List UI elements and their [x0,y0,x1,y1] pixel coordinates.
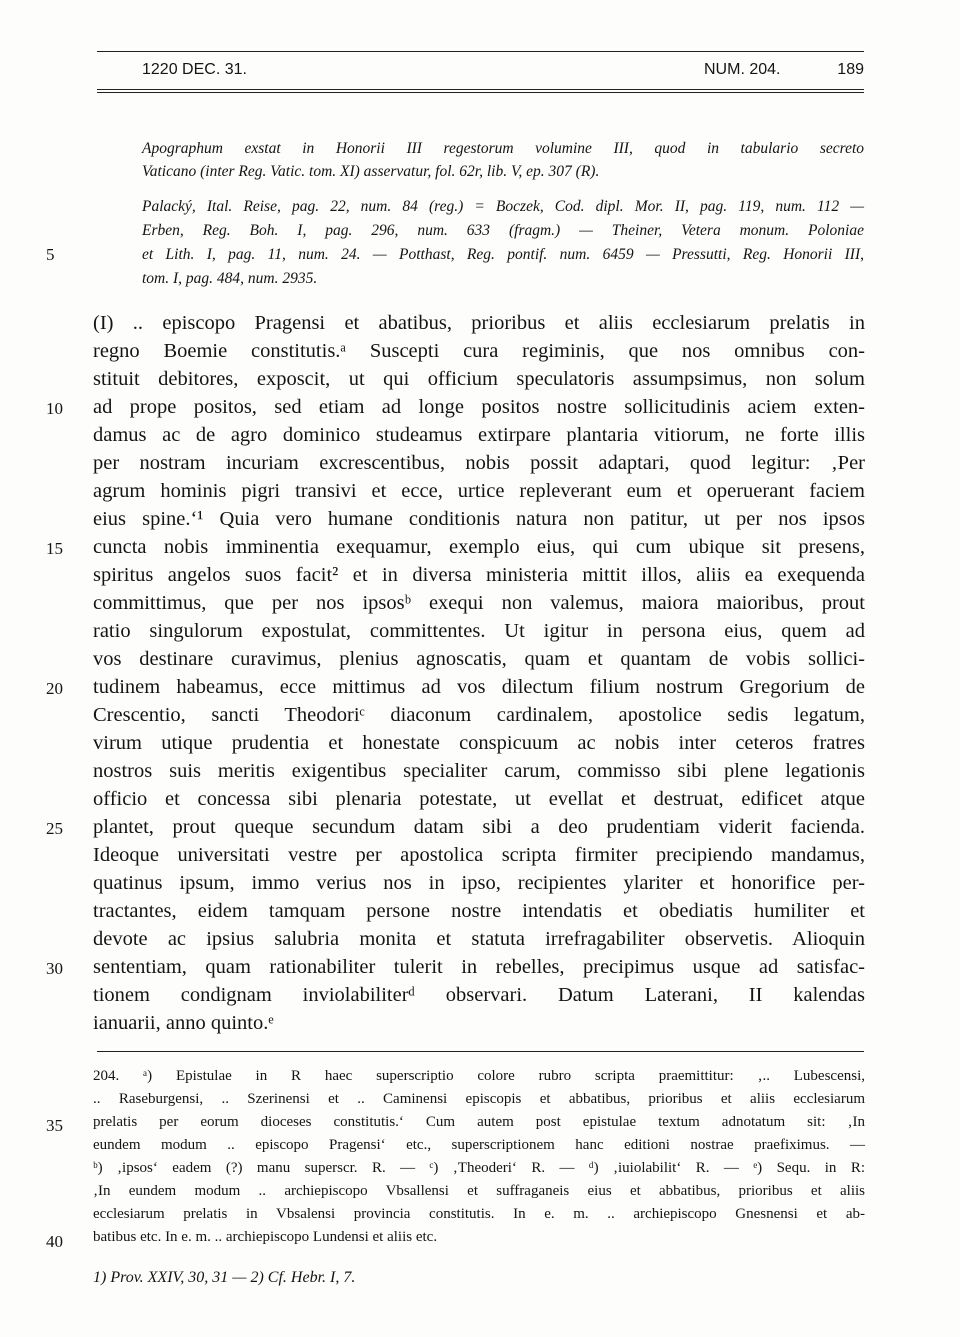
body-line: tractantes, eidem tamquam persone nostre intendatis et obediatis humiliter et [93,900,865,922]
line-number-30: 30 [46,959,63,978]
body-line: Crescentio, sancti Theodoriᶜ diaconum cardinalem, apostolice sedis legatum, [93,704,865,726]
body-line: nostros suis meritis exigentibus specialiter carum, commisso sibi plene legationis [93,760,865,782]
body-line: per nostram incuriam excrescentibus, nobis possit adaptari, quod legitur: ‚Per [93,452,865,474]
header-number: NUM. 204. [704,61,781,78]
body-line: ianuarii, anno quinto.ᵉ [93,1012,274,1034]
line-number-25: 25 [46,819,63,838]
note-line: ecclesiarum prelatis in Vbsalensi provincia constitutis. In e. m. .. archiepiscopo Gnesnensi et ab- [93,1206,865,1222]
note-line: batibus etc. In e. m. .. archiepiscopo Lundensi et aliis etc. [93,1229,438,1245]
line-number-20: 20 [46,679,63,698]
body-line: plantet, prout queque secundum datam sibi a deo prudentiam viderit facienda. [93,816,865,838]
body-line: (I) .. episcopo Pragensi et abatibus, prioribus et aliis ecclesiarum prelatis in [93,312,865,334]
header-rule-bottom-2 [97,92,864,93]
line-number-5: 5 [46,245,55,264]
body-line: tudinem habeamus, ecce mittimus ad vos dilectum filium nostrum Gregorium de [93,676,865,698]
line-number-40: 40 [46,1232,63,1251]
note-line: 204. ᵃ) Epistulae in R haec superscriptio colore rubro scripta praemittitur: ‚.. Lubescensi, [93,1068,865,1084]
line-number-35: 35 [46,1116,63,1135]
body-line: eius spine.‘¹ Quia vero humane conditionis natura non patitur, ut per nos ipsos [93,508,865,530]
body-line: spiritus angelos suos facit² et in diversa ministeria mittit illos, aliis ea exequenda [93,564,865,586]
intro-line-4: Erben, Reg. Boh. I, pag. 296, num. 633 (fragm.) — Theiner, Vetera monum. Poloniae [142,222,864,239]
intro-line-1: Apographum exstat in Honorii III regestorum volumine III, quod in tabulario secreto [142,140,864,157]
note-line: ‚In eundem modum .. archiepiscopo Vbsallensi et suffraganeis eius et abbatibus, prioribus et aliis [93,1183,865,1199]
page-number: 189 [837,61,864,78]
body-line: sententiam, quam rationabiliter tulerit in rebelles, precipimus usque ad satisfac- [93,956,865,978]
note-line: prelatis per eorum dioceses constitutis.‘ Cum autem post epistulae textum adnotatum sit: ‚In [93,1114,865,1130]
body-line: quatinus ipsum, immo verius nos in ipso, recipientes ylariter et honorifice per- [93,872,865,894]
body-line: virum utique prudentia et honestate conspicuum ac nobis inter ceteros fratres [93,732,865,754]
intro-line-6: tom. I, pag. 484, num. 2935. [142,270,318,287]
body-line: ad prope positos, sed etiam ad longe positos nostre sollicitudinis aciem exten- [93,396,865,418]
body-line: agrum hominis pigri transivi et ecce, urtice repleverant eum et operuerant faciem [93,480,865,502]
body-line: damus ac de agro dominico studeamus extirpare plantaria vitiorum, ne forte illis [93,424,865,446]
body-line: regno Boemie constitutis.ᵃ Suscepti cura regiminis, que nos omnibus con- [93,340,865,362]
body-line: tionem condignam inviolabiliterᵈ observari. Datum Laterani, II kalendas [93,984,865,1006]
running-header [142,57,864,87]
note-line: eundem modum .. episcopo Pragensi‘ etc., superscriptionem hanc editioni nostrae praefiximus. — [93,1137,865,1153]
line-number-15: 15 [46,539,63,558]
body-line: officio et concessa sibi plenaria potestate, ut evellat et destruat, edificet atque [93,788,865,810]
intro-line-5: et Lith. I, pag. 11, num. 24. — Potthast, Reg. pontif. num. 6459 — Pressutti, Reg. Honorii III, [142,246,864,263]
header-rule-bottom [97,89,864,90]
header-date: 1220 DEC. 31. [142,61,247,78]
line-number-10: 10 [46,399,63,418]
header-rule-top [97,51,864,52]
note-line: .. Raseburgensi, .. Szerinensi et .. Caminensi episcopis et abbatibus, prioribus et aliis ecclesiarum [93,1091,865,1107]
intro-line-3: Palacký, Ital. Reise, pag. 22, num. 84 (reg.) = Boczek, Cod. dipl. Mor. II, pag. 119, num. 112 — [142,198,864,215]
intro-line-2: Vaticano (inter Reg. Vatic. tom. XI) asservatur, fol. 62r, lib. V, ep. 307 (R). [142,163,600,180]
body-line: committimus, que per nos ipsosᵇ exequi non valemus, maiora maioribus, prout [93,592,865,614]
body-line: Ideoque universitati vestre per apostolica scripta firmiter precipiendo mandamus, [93,844,865,866]
body-line: stituit debitores, exposcit, ut qui officium speculatoris assumpsimus, non solum [93,368,865,390]
note-line: ᵇ) ‚ipsos‘ eadem (?) manu superscr. R. — ᶜ) ‚Theoderi‘ R. — ᵈ) ‚iuiolabilit‘ R. — ᵉ) Sequ. in R: [93,1160,865,1176]
body-line: devote ac ipsius salubria monita et statuta irrefragabiliter observetis. Alioquin [93,928,865,950]
body-line: ratio singulorum expostulat, committentes. Ut igitur in persona eius, quem ad [93,620,865,642]
source-footnotes: 1) Prov. XXIV, 30, 31 — 2) Cf. Hebr. I, 7. [93,1269,356,1286]
notes-rule [97,1051,864,1052]
body-line: cuncta nobis imminentia exequamur, exemplo eius, qui cum ubique sit presens, [93,536,865,558]
body-line: vos destinare curavimus, plenius agnoscatis, quam et quantam de vobis sollici- [93,648,865,670]
